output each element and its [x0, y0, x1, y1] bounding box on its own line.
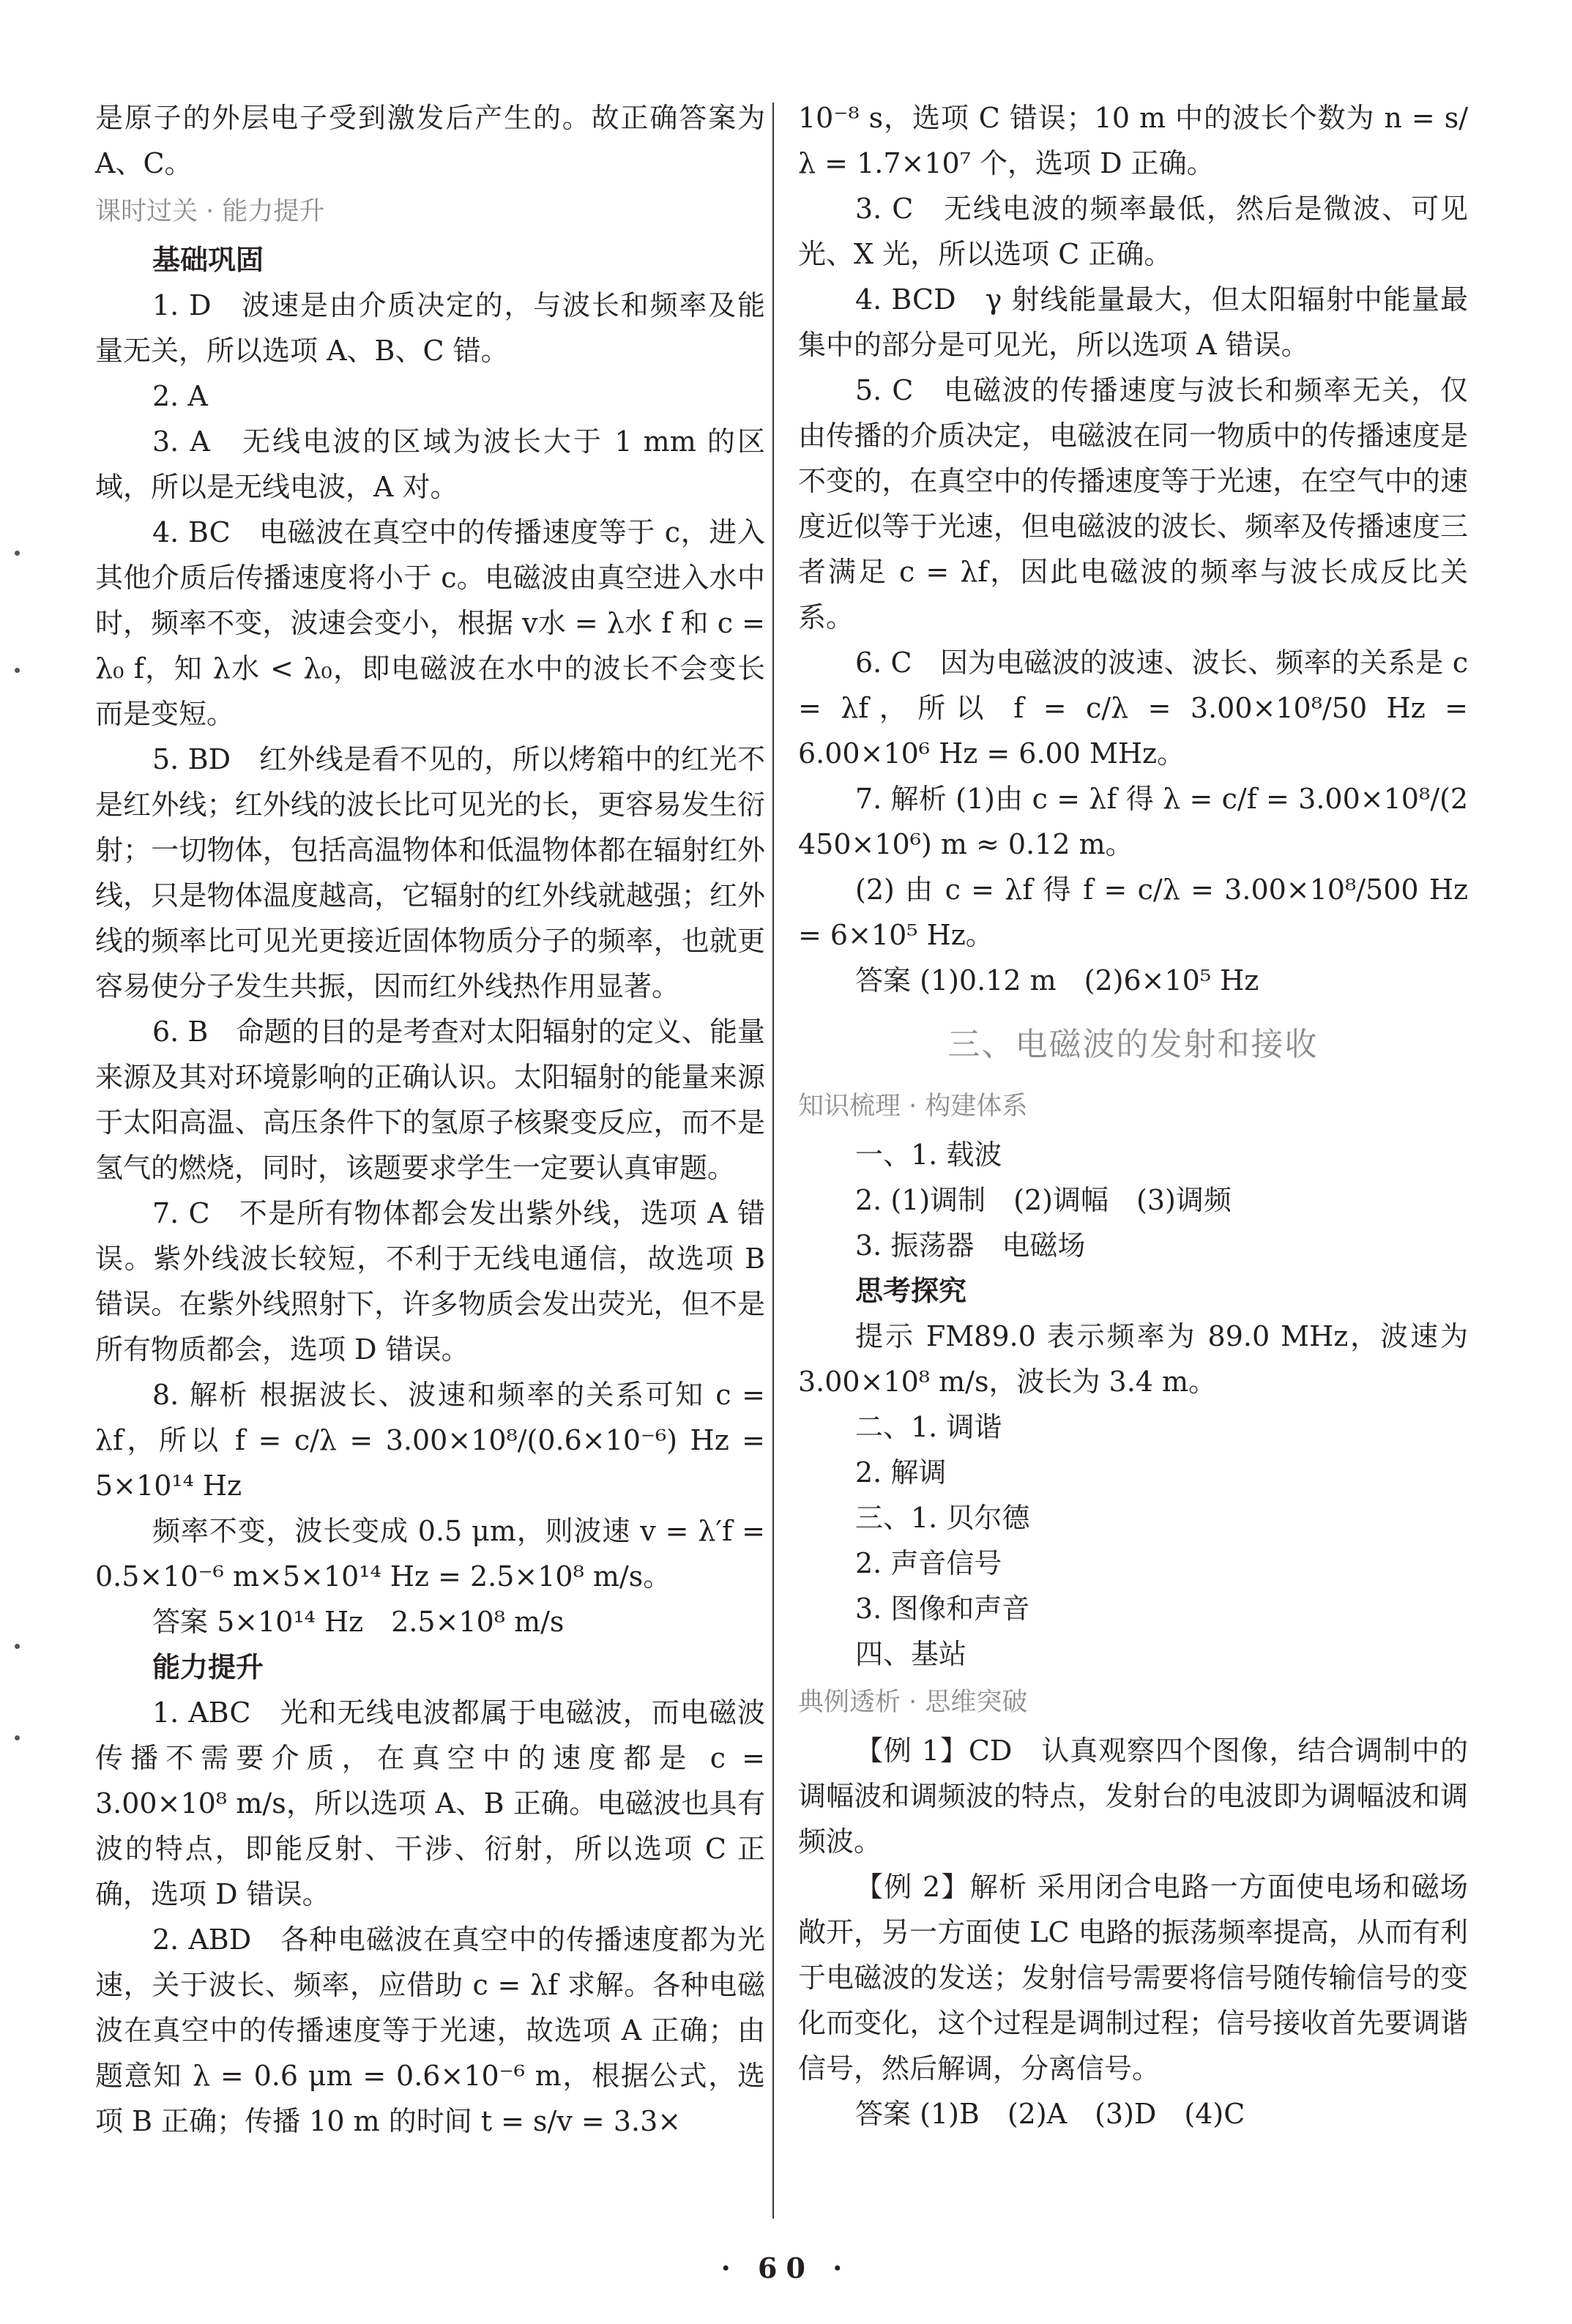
margin-dot	[15, 1644, 20, 1649]
section-label: 知识梳理 · 构建体系	[798, 1092, 1028, 1121]
paragraph: 答案 (1)0.12 m (2)6×10⁵ Hz	[855, 964, 1259, 997]
paragraph: 3. C 无线电波的频率最低，然后是微波、可见光、X 光，所以选项 C 正确。	[798, 193, 1468, 270]
paragraph: 4. BC 电磁波在真空中的传播速度等于 c，进入其他介质后传播速度将小于 c。电磁波由真空进入水中时，频率不变，波速会变小，根据 v水 = λ水 f 和 c = λ₀ f，知 λ水 < λ₀，即电磁波在水中的波长不会变长而是变短。	[95, 516, 765, 730]
paragraph: 6. C 因为电磁波的波速、波长、频率的关系是 c = λf，所以 f = c/λ = 3.00×10⁸/50 Hz = 6.00×10⁶ Hz = 6.00 MHz。	[798, 647, 1468, 770]
paragraph: (2) 由 c = λf 得 f = c/λ = 3.00×10⁸/500 Hz = 6×10⁵ Hz。	[798, 874, 1468, 951]
paragraph: 【例 1】CD 认真观察四个图像，结合调制中的调幅波和调频波的特点，发射台的电波即为调幅波和调频波。	[798, 1735, 1468, 1858]
paragraph: 7. 解析 (1)由 c = λf 得 λ = c/f = 3.00×10⁸/(2 450×10⁶) m ≈ 0.12 m。	[798, 783, 1468, 860]
paragraph: 8. 解析 根据波长、波速和频率的关系可知 c = λf，所以 f = c/λ = 3.00×10⁸/(0.6×10⁻⁶) Hz = 5×10¹⁴ Hz	[95, 1379, 765, 1502]
right-column	[798, 95, 1468, 2137]
paragraph: 3. A 无线电波的区域为波长大于 1 mm 的区域，所以是无线电波，A 对。	[95, 425, 765, 503]
section-label: 课时过关 · 能力提升	[95, 197, 325, 226]
page-number: · 60 ·	[720, 2252, 852, 2284]
paragraph: 1. D 波速是由介质决定的，与波长和频率及能量无关，所以选项 A、B、C 错。	[95, 289, 765, 367]
paragraph: 4. BCD γ 射线能量最大，但太阳辐射中能量最集中的部分是可见光，所以选项 A 错误。	[798, 283, 1468, 361]
paragraph: 频率不变，波长变成 0.5 μm，则波速 v = λ′f = 0.5×10⁻⁶ m×5×10¹⁴ Hz = 2.5×10⁸ m/s。	[95, 1515, 765, 1593]
continued-paragraph: 10⁻⁸ s，选项 C 错误；10 m 中的波长个数为 n = s/λ = 1.7×10⁷ 个，选项 D 正确。	[798, 102, 1468, 179]
list-item: 2. 解调	[855, 1456, 947, 1489]
paragraph: 5. BD 红外线是看不见的，所以烤箱中的红光不是红外线；红外线的波长比可见光的长，更容易发生衍射；一切物体，包括高温物体和低温物体都在辐射红外线，只是物体温度越高，它辐射的红外线就越强；红外线的频率比可见光更接近固体物质分子的频率，也就更容易使分子发生共振，因而红外线热作用显著。	[95, 743, 765, 1002]
paragraph: 2. ABD 各种电磁波在真空中的传播速度都为光速，关于波长、频率，应借助 c = λf 求解。各种电磁波在真空中的传播速度等于光速，故选项 A 正确；由题意知 λ = 0.6 μm = 0.6×10⁻⁶ m，根据公式，选项 B 正确；传播 10 m 的时间 t = s/v = 3.3×	[95, 1923, 765, 2137]
paragraph: 6. B 命题的目的是考查对太阳辐射的定义、能量来源及其对环境影响的正确认识。太阳辐射的能量来源于太阳高温、高压条件下的氢原子核聚变反应，而不是氢气的燃烧，同时，该题要求学生一定要认真审题。	[95, 1016, 765, 1184]
margin-dot	[15, 668, 20, 673]
list-item: 三、1. 贝尔德	[855, 1502, 1030, 1534]
continued-paragraph: 是原子的外层电子受到激发后产生的。故正确答案为 A、C。	[95, 102, 765, 179]
margin-dot	[15, 551, 20, 556]
subsection-heading: 基础巩固	[152, 244, 264, 276]
paragraph: 7. C 不是所有物体都会发出紫外线，选项 A 错误。紫外线波长较短，不利于无线电通信，故选项 B 错误。在紫外线照射下，许多物质会发出荧光，但不是所有物质都会，选项 D 错误。	[95, 1197, 765, 1366]
column-divider	[772, 103, 774, 2219]
section-label: 典例透析 · 思维突破	[798, 1688, 1028, 1717]
subsection-heading: 能力提升	[152, 1651, 264, 1683]
paragraph: 5. C 电磁波的传播速度与波长和频率无关，仅由传播的介质决定，电磁波在同一物质中的传播速度是不变的，在真空中的传播速度等于光速，在空气中的速度近似等于光速，但电磁波的波长、频率及传播速度三者满足 c = λf，因此电磁波的频率与波长成反比关系。	[798, 374, 1468, 633]
paragraph: 1. ABC 光和无线电波都属于电磁波，而电磁波传播不需要介质，在真空中的速度都是 c = 3.00×10⁸ m/s，所以选项 A、B 正确。电磁波也具有波的特点，即能反射、干涉、衍射，所以选项 C 正确，选项 D 错误。	[95, 1697, 765, 1910]
list-item: 四、基站	[855, 1638, 967, 1670]
list-item: 二、1. 调谐	[855, 1411, 1002, 1443]
paragraph: 2. A	[152, 380, 208, 412]
list-item: 3. 振荡器 电磁场	[855, 1229, 1086, 1262]
subsection-heading: 思考探究	[855, 1275, 967, 1307]
list-item: 2. 声音信号	[855, 1547, 1002, 1579]
section-title: 三、电磁波的发射和接收	[947, 1026, 1319, 1063]
list-item: 2. (1)调制 (2)调幅 (3)调频	[855, 1184, 1232, 1216]
list-item: 一、1. 载波	[855, 1139, 1002, 1171]
margin-dot	[15, 1735, 20, 1740]
paragraph: 答案 (1)B (2)A (3)D (4)C	[855, 2098, 1245, 2130]
paragraph: 提示 FM89.0 表示频率为 89.0 MHz，波速为 3.00×10⁸ m/s，波长为 3.4 m。	[798, 1320, 1468, 1398]
paragraph: 【例 2】解析 采用闭合电路一方面使电场和磁场敞开，另一方面使 LC 电路的振荡频率提高，从而有利于电磁波的发送；发射信号需要将信号随传输信号的变化而变化，这个过程是调制过程；信号接收首先要调谐信号，然后解调，分离信号。	[798, 1871, 1468, 2085]
left-column	[95, 95, 765, 2144]
paragraph: 答案 5×10¹⁴ Hz 2.5×10⁸ m/s	[152, 1606, 565, 1638]
list-item: 3. 图像和声音	[855, 1593, 1030, 1625]
